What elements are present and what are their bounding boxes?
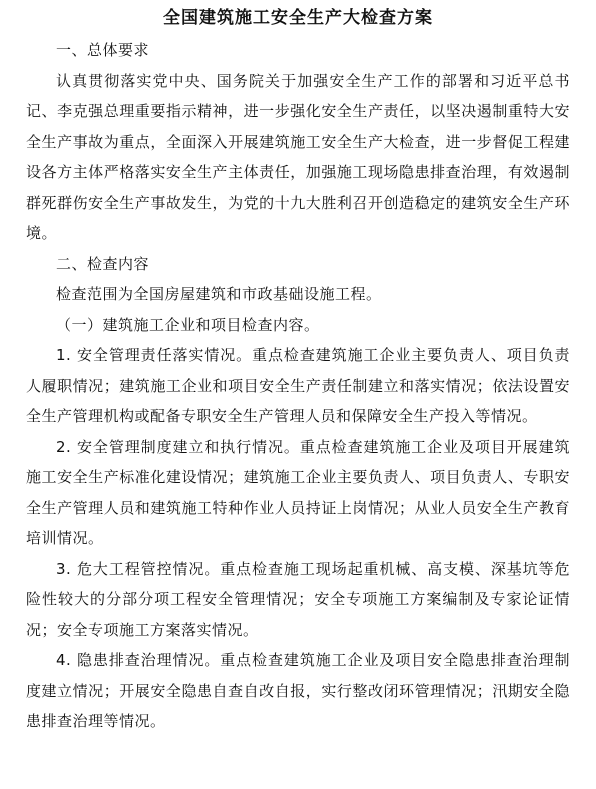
document-title: 全国建筑施工安全生产大检查方案: [163, 8, 433, 28]
section-heading-inspection-content: 二、检查内容: [56, 254, 150, 273]
item-safety-management-system: 2. 安全管理制度建立和执行情况。重点检查建筑施工企业及项目开展建筑施工安全生产标准化建设情况；建筑施工企业主要负责人、项目负责人、专职安全生产管理人员和建筑施工特种作业人员持证上岗情况；从业人员安全生产教育培训情况。: [26, 437, 570, 547]
item-hazard-investigation: 4. 隐患排查治理情况。重点检查建筑施工企业及项目安全隐患排查治理制度建立情况；开展安全隐患自查自改自报，实行整改闭环管理情况；汛期安全隐患排查治理等情况。: [26, 651, 570, 730]
section-heading-general-requirements: 一、总体要求: [56, 41, 150, 59]
paragraph-inspection-scope: 检查范围为全国房屋建筑和市政基础设施工程。: [56, 285, 382, 303]
paragraph-general-requirements: 认真贯彻落实党中央、国务院关于加强安全生产工作的部署和习近平总书记、李克强总理重要指示精神，进一步强化安全生产责任，以坚决遏制重特大安全生产事故为重点，全面深入开展建筑施工安全生产大检查，进一步督促工程建设各方主体严格落实安全生产主体责任，加强施工现场隐患排查治理，有效遏制群死群伤安全生产事故发生，为党的十九大胜利召开创造稳定的建筑安全生产环境。: [26, 71, 570, 242]
item-safety-responsibility: 1. 安全管理责任落实情况。重点检查建筑施工企业主要负责人、项目负责人履职情况；建筑施工企业和项目安全生产责任制建立和落实情况；依法设置安全生产管理机构或配备专职安全生产管理人员和保障安全生产投入等情况。: [26, 346, 570, 425]
item-hazardous-project-control: 3. 危大工程管控情况。重点检查施工现场起重机械、高支模、深基坑等危险性较大的分部分项工程安全管理情况；安全专项施工方案编制及专家论证情况；安全专项施工方案落实情况。: [26, 559, 570, 639]
subsection-heading-enterprise-project: （一）建筑施工企业和项目检查内容。: [56, 315, 320, 334]
